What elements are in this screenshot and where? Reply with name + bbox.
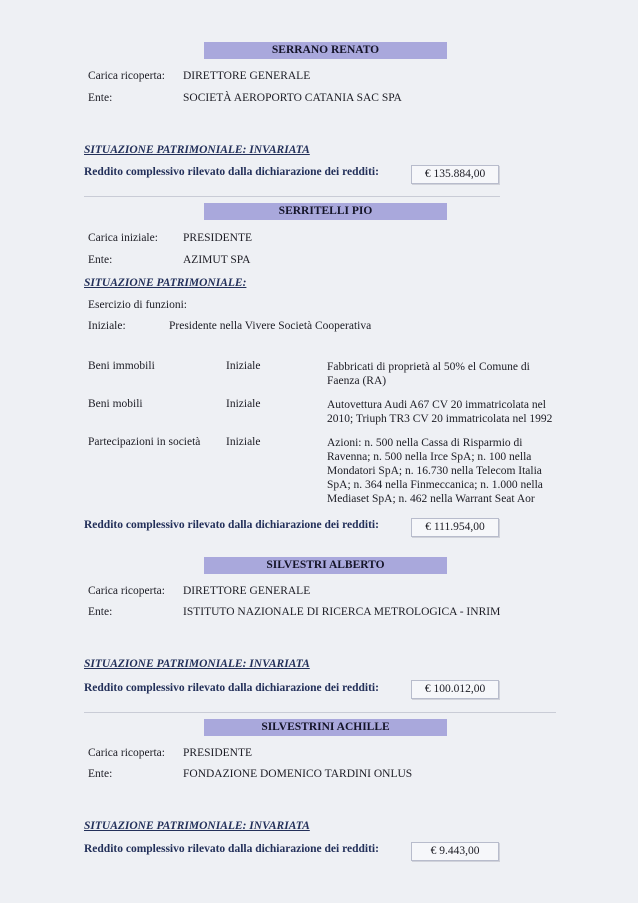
role-label: Carica ricoperta:	[88, 747, 165, 759]
entity-label: Ente:	[88, 606, 113, 618]
asset-status: Iniziale	[226, 398, 261, 410]
asset-type: Partecipazioni in società	[88, 436, 201, 448]
asset-description: Autovettura Audi A67 CV 20 immatricolata nel 2010; Triuph TR3 CV 20 immatricolata nel 1992	[327, 399, 553, 425]
asset-type: Beni immobili	[88, 360, 155, 372]
income-label: Reddito complessivo rilevato dalla dichiarazione dei redditi:	[84, 166, 379, 178]
income-label: Reddito complessivo rilevato dalla dichiarazione dei redditi:	[84, 519, 379, 531]
section-divider	[84, 712, 556, 713]
asset-type: Beni mobili	[88, 398, 143, 410]
role-label: Carica ricoperta:	[88, 70, 165, 82]
entity-label: Ente:	[88, 92, 113, 104]
person-name-header: SERRANO RENATO	[204, 42, 447, 59]
functions-label: Esercizio di funzioni:	[88, 299, 187, 311]
role-value: PRESIDENTE	[183, 747, 252, 759]
asset-situation: SITUAZIONE PATRIMONIALE:	[84, 277, 247, 289]
income-amount: € 111.954,00	[411, 518, 499, 537]
role-value: PRESIDENTE	[183, 232, 252, 244]
role-label: Carica iniziale:	[88, 232, 158, 244]
section-divider	[84, 196, 500, 197]
asset-situation: SITUAZIONE PATRIMONIALE: INVARIATA	[84, 820, 310, 832]
income-label: Reddito complessivo rilevato dalla dichiarazione dei redditi:	[84, 682, 379, 694]
entity-value: SOCIETÀ AEROPORTO CATANIA SAC SPA	[183, 92, 402, 104]
role-value: DIRETTORE GENERALE	[183, 585, 311, 597]
entity-value: AZIMUT SPA	[183, 254, 251, 266]
role-value: DIRETTORE GENERALE	[183, 70, 311, 82]
person-name-header: SILVESTRINI ACHILLE	[204, 719, 447, 736]
income-amount: € 135.884,00	[411, 165, 499, 184]
role-label: Carica ricoperta:	[88, 585, 165, 597]
asset-situation: SITUAZIONE PATRIMONIALE: INVARIATA	[84, 658, 310, 670]
entity-label: Ente:	[88, 254, 113, 266]
entity-label: Ente:	[88, 768, 113, 780]
income-amount: € 9.443,00	[411, 842, 499, 861]
entity-value: ISTITUTO NAZIONALE DI RICERCA METROLOGICA - INRIM	[183, 606, 501, 618]
asset-status: Iniziale	[226, 360, 261, 372]
entity-value: FONDAZIONE DOMENICO TARDINI ONLUS	[183, 768, 413, 780]
asset-situation: SITUAZIONE PATRIMONIALE: INVARIATA	[84, 144, 310, 156]
asset-description: Fabbricati di proprietà al 50% el Comune di Faenza (RA)	[327, 361, 530, 387]
initial-label: Iniziale:	[88, 320, 126, 332]
income-label: Reddito complessivo rilevato dalla dichiarazione dei redditi:	[84, 843, 379, 855]
initial-value: Presidente nella Vivere Società Cooperativa	[169, 320, 372, 332]
person-name-header: SILVESTRI ALBERTO	[204, 557, 447, 574]
income-amount: € 100.012,00	[411, 680, 499, 699]
asset-description: Azioni: n. 500 nella Cassa di Risparmio di Ravenna; n. 500 nella Irce SpA; n. 100 nella Mondatori SpA; n. 16.730 nella Telecom Italia SpA; n. 364 nella Finmeccanica; n. 1.000 nella Mediaset SpA; n. 462 nella Warrant Seat Aor	[327, 437, 543, 505]
person-name-header: SERRITELLI PIO	[204, 203, 447, 220]
asset-status: Iniziale	[226, 436, 261, 448]
